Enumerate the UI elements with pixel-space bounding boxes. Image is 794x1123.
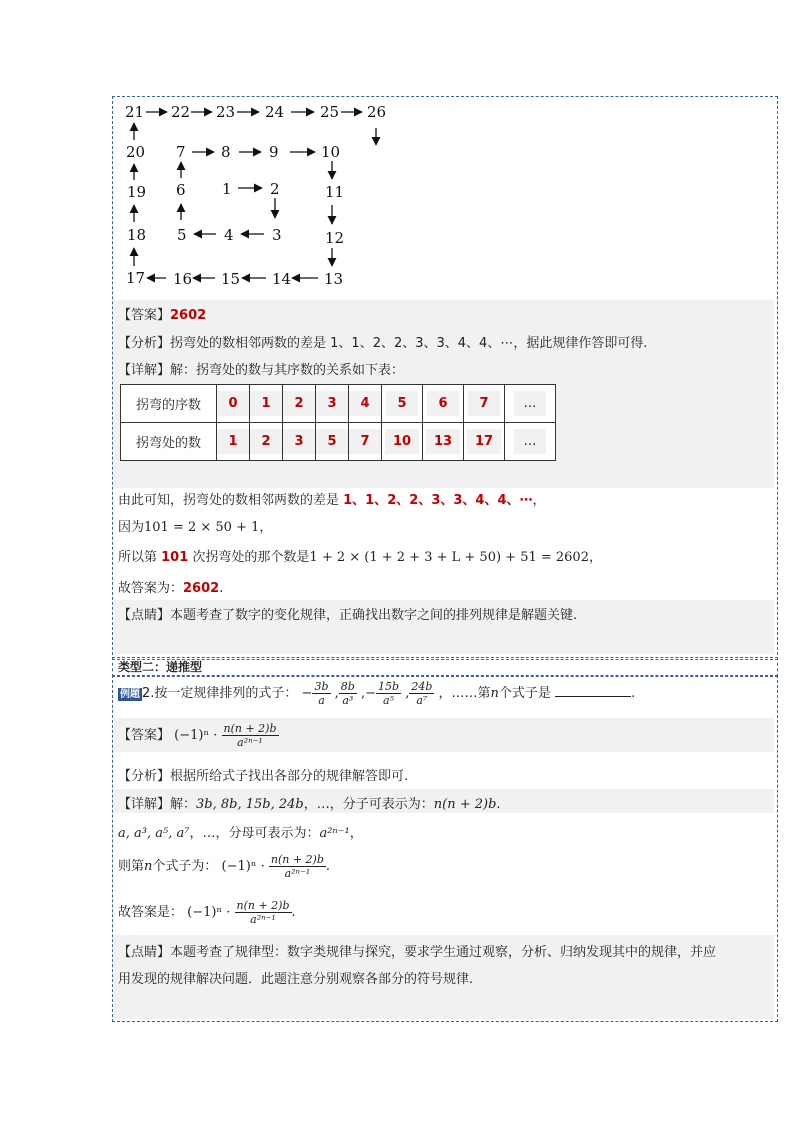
example-text: 个式子是 [498, 686, 551, 701]
spiral-arrows [0, 0, 794, 300]
fraction: $\frac{3b}{a}$ [314, 680, 329, 707]
conclusion-text: 所以第 [118, 550, 162, 565]
table-cell: 5 [316, 429, 348, 454]
spiral-number: 3 [272, 226, 282, 244]
answer-label: 【答案】 [118, 728, 171, 743]
detail-text: 则第 [118, 859, 145, 874]
final-answer: 2602 [183, 581, 220, 596]
comment-2-line-2 [118, 968, 473, 987]
answer-value: 2602 [170, 308, 207, 323]
comment-label: 【点睛】 [118, 608, 171, 623]
comment-label: 【点睛】 [118, 945, 171, 960]
spiral-number: 12 [325, 229, 345, 247]
denominator-seq: a, a³, a⁵, a⁷ [118, 826, 190, 841]
detail-text: ，…，分子可表示为： [303, 797, 434, 812]
answer-2 [118, 722, 279, 749]
equation: 1 + 2 × (1 + 2 + 3 + L + 50) + 51 = 2602 [309, 550, 589, 565]
spiral-number: 15 [221, 270, 241, 288]
table-cell: 7 [349, 429, 381, 454]
table-cell: 3 [283, 429, 315, 454]
conclusion-text: 由此可知，拐弯处的数相邻两数的差是 [118, 493, 344, 508]
conclusion-text: 次拐弯处的那个数是 [188, 550, 310, 565]
variable-n: n [144, 859, 153, 874]
detail-1 [118, 359, 404, 378]
numerator-formula: n(n + 2)b [433, 797, 497, 812]
denominator-formula: a²ⁿ⁻¹ [319, 826, 350, 841]
table-cell: 1 [217, 429, 249, 454]
spiral-number: 11 [325, 183, 345, 201]
conclusion-line-3 [118, 546, 602, 565]
analysis-1 [118, 332, 647, 351]
final-sign: (−1)ⁿ · [187, 905, 231, 920]
example-prefix: 2.按一定规律排列的式子： [142, 686, 298, 701]
table-cell: 7 [468, 391, 500, 416]
table-row [121, 423, 556, 461]
equation: 101 = 2 × 50 + 1 [144, 520, 260, 535]
punct: ， [532, 493, 546, 508]
table-cell: … [514, 391, 546, 416]
answer-blank[interactable] [555, 684, 631, 697]
conclusion-text: 故答案为： [118, 581, 184, 596]
spiral-number: 25 [320, 103, 340, 121]
final-fraction: $\frac{n(n + 2)b}{\text{a²ⁿ⁻¹}}$ [236, 899, 290, 926]
detail-text: 个式子为： [152, 859, 218, 874]
spiral-number: 23 [216, 103, 236, 121]
detail-2-line-4 [118, 899, 296, 926]
comment-text: 本题考查了规律型：数字类规律与探究，要求学生通过观察，分析、归纳发现其中的规律，并应 [170, 945, 717, 960]
table-header-cell: 拐弯处的数 [121, 423, 217, 461]
answer-1 [118, 304, 206, 323]
punct: . [631, 686, 636, 701]
numerator-seq: 3b, 8b, 15b, 24b [196, 797, 304, 812]
table-header-cell: 拐弯的序数 [121, 385, 217, 423]
conclusion-line-2 [118, 516, 272, 535]
nth-fraction: $\frac{n(n + 2)b}{\text{a²ⁿ⁻¹}}$ [270, 853, 324, 880]
fraction: $\frac{15b}{\text{a⁵}}$ [378, 680, 400, 707]
comment-text: 本题考查了数字的变化规律，正确找出数字之间的排列规律是解题关键. [170, 608, 578, 623]
spiral-number: 8 [221, 143, 231, 161]
variable-n: n [490, 686, 499, 701]
detail-label: 【详解】 [118, 363, 171, 378]
table-cell: 0 [217, 391, 249, 416]
table-cell: 17 [467, 429, 501, 454]
table-cell: 3 [316, 391, 348, 416]
analysis-label: 【分析】 [118, 336, 171, 351]
table-row [121, 385, 556, 423]
punct: . [291, 905, 296, 920]
section-header-frame [112, 657, 778, 677]
analysis-text: 拐弯处的数相邻两数的差是 1、1、2、2、3、3、4、4、⋯，据此规律作答即可得. [170, 336, 648, 351]
spiral-number: 7 [176, 143, 186, 161]
spiral-number: 4 [224, 226, 234, 244]
table-cell: 1 [250, 391, 282, 416]
table-cell: 2 [250, 429, 282, 454]
spiral-number: 21 [125, 103, 145, 121]
spiral-number: 6 [176, 181, 186, 199]
difference-sequence: 1、1、2、2、3、3、4、4、⋯ [343, 493, 533, 508]
comment-2-line-1 [118, 941, 716, 960]
table-cell: 2 [283, 391, 315, 416]
table-cell: 6 [427, 391, 459, 416]
table-cell: … [514, 429, 546, 454]
answer-sign: (−1)ⁿ · [174, 728, 218, 743]
punct: ， [588, 550, 602, 565]
table-cell: 10 [385, 429, 419, 454]
table-cell: 5 [386, 391, 418, 416]
spiral-number: 13 [324, 270, 344, 288]
spiral-number: 14 [272, 270, 292, 288]
punct: ， [349, 826, 363, 841]
example-badge: 例题 [120, 689, 140, 700]
analysis-label: 【分析】 [118, 769, 171, 784]
fraction: $\frac{24b}{\text{a⁷}}$ [411, 680, 433, 707]
spiral-number: 20 [126, 143, 146, 161]
spiral-number: 22 [171, 103, 191, 121]
answer-fraction: $\frac{n(n + 2)b}{\text{a²ⁿ⁻¹}}$ [223, 722, 277, 749]
spiral-number: 16 [173, 270, 193, 288]
example-text: ，……第 [438, 686, 491, 701]
punct: . [325, 859, 331, 874]
turn-number: 101 [161, 550, 189, 565]
punct: . [219, 581, 224, 596]
detail-2-line-1 [118, 793, 501, 812]
comment-1 [118, 604, 577, 623]
conclusion-line-4 [118, 577, 223, 596]
spiral-number: 1 [222, 180, 232, 198]
table-cell: 4 [349, 391, 381, 416]
spiral-number: 17 [126, 269, 146, 287]
section-title: 类型二：递推型 [118, 660, 203, 674]
conclusion-text: 因为 [118, 520, 145, 535]
conclusion-line-1 [118, 489, 546, 508]
detail-text: 故答案是： [118, 905, 184, 920]
detail-label: 【详解】 [118, 797, 171, 812]
example-2: 例题 2.按一定规律排列的式子： − $\frac{3b}{a}$ , $\frac{8b}{\text{a³}}$ ,− $\frac{15b}{\text{a⁵}}$ , $\frac{24b}{\text{a⁷}}$ ，……第n个式子是 . [120, 680, 636, 707]
spiral-number: 9 [269, 143, 279, 161]
detail-text: 解：拐弯处的数与其序数的关系如下表： [170, 363, 405, 378]
spiral-number: 2 [270, 180, 280, 198]
spiral-number: 24 [265, 103, 285, 121]
punct: . [496, 797, 501, 812]
spiral-number: 19 [127, 183, 147, 201]
analysis-2 [118, 765, 408, 784]
detail-text: 解： [170, 797, 197, 812]
spiral-number: 5 [177, 226, 187, 244]
spiral-number: 26 [367, 103, 387, 121]
detail-2-line-3 [118, 853, 330, 880]
nth-sign: (−1)ⁿ · [221, 859, 265, 874]
comment-text: 用发现的规律解决问题．此题注意分别观察各部分的符号规律. [118, 972, 474, 987]
analysis-text: 根据所给式子找出各部分的规律解答即可. [170, 769, 409, 784]
detail-2-line-2 [118, 822, 363, 841]
answer-label: 【答案】 [118, 308, 171, 323]
fraction: $\frac{8b}{\text{a³}}$ [340, 680, 355, 707]
table-cell: 13 [426, 429, 460, 454]
spiral-number: 10 [321, 143, 341, 161]
detail-text: ，…，分母可表示为： [189, 826, 320, 841]
punct: ， [259, 520, 273, 535]
spiral-number: 18 [127, 226, 147, 244]
turn-table [120, 384, 556, 461]
